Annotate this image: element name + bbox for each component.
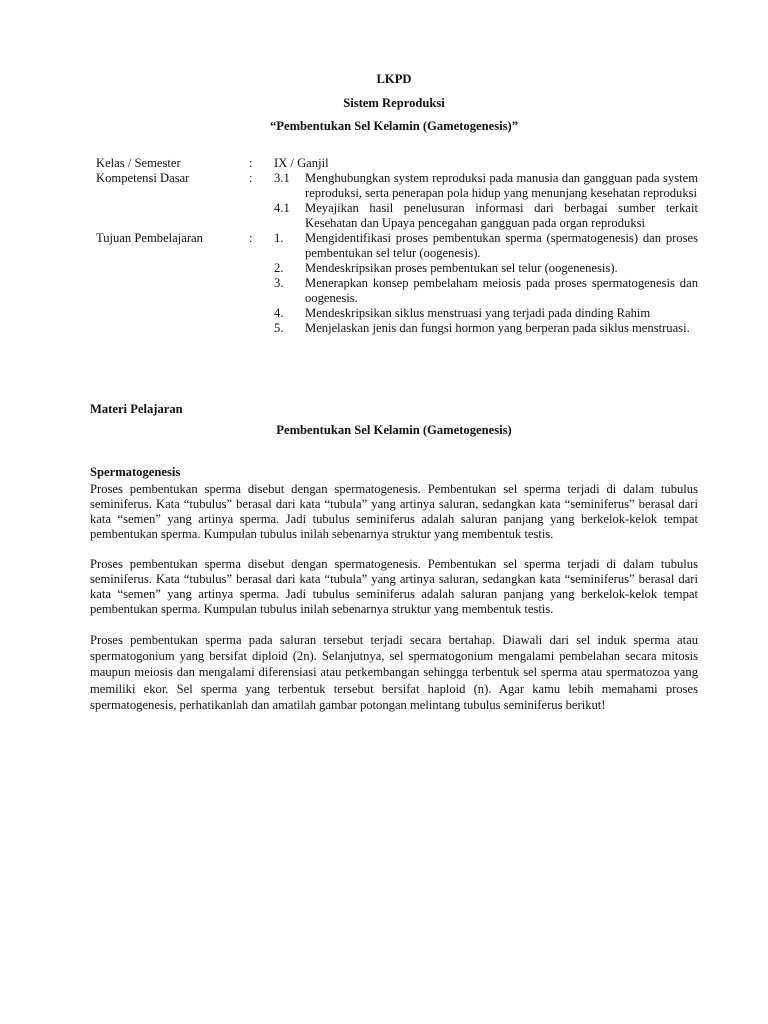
meta-label: Tujuan Pembelajaran (96, 231, 203, 245)
tujuan-list (274, 231, 698, 336)
list-item (274, 306, 698, 321)
materi-title: Pembentukan Sel Kelamin (Gametogenesis) (276, 423, 512, 437)
list-item (274, 321, 698, 336)
lesson-meta-table (96, 156, 698, 336)
document-topic: “Pembentukan Sel Kelamin (Gametogenesis)” (269, 119, 518, 133)
meta-colon: : (249, 171, 253, 185)
section-heading: Spermatogenesis (90, 465, 181, 479)
meta-colon: : (249, 156, 253, 170)
meta-row-kompetensi (96, 171, 698, 231)
list-item-text: Menjelaskan jenis dan fungsi hormon yang berperan pada siklus menstruasi. (305, 321, 690, 335)
list-item-number: 3.1 (274, 171, 290, 185)
paragraph: Proses pembentukan sperma disebut dengan spermatogenesis. Pembentukan sel sperma terjadi di dalam tubulus seminiferus. Kata “tubulus” berasal dari kata “tubula” yang artinya saluran, sedangkan kata “seminiferus” berasal dari kata “semen” yang artinya sperma. Jadi tubulus seminiferus adalah saluran panjang yang berkelok-kelok tempat pembentukan sperma. Kumpulan tubulus inilah sebenarnya struktur yang membentuk testis. (90, 557, 698, 616)
materi-heading: Materi Pelajaran (90, 402, 183, 416)
list-item (274, 231, 698, 261)
paragraph: Proses pembentukan sperma disebut dengan spermatogenesis. Pembentukan sel sperma terjadi di dalam tubulus seminiferus. Kata “tubulus” berasal dari kata “tubula” yang artinya saluran, sedangkan kata “seminiferus” berasal dari kata “semen” yang artinya sperma. Jadi tubulus seminiferus adalah saluran panjang yang berkelok-kelok tempat pembentukan sperma. Kumpulan tubulus inilah sebenarnya struktur yang membentuk testis. (90, 482, 698, 541)
kompetensi-list (274, 171, 698, 231)
meta-value: IX / Ganjil (274, 156, 329, 170)
document-subject: Sistem Reproduksi (343, 95, 445, 110)
materi-section (90, 402, 698, 713)
list-item-text: Mengidentifikasi proses pembentukan sperma (spermatogenesis) dan proses pembentukan sel telur (oogenesis). (305, 231, 698, 260)
list-item-number: 2. (274, 261, 284, 275)
list-item-number: 4.1 (274, 201, 290, 215)
meta-colon: : (249, 231, 253, 245)
document-title: LKPD (376, 72, 412, 86)
list-item (274, 276, 698, 306)
list-item (274, 171, 698, 201)
meta-label: Kelas / Semester (96, 156, 181, 170)
list-item-text: Menerapkan konsep pembelaham meiosis pada proses spermatogenesis dan oogenesis. (305, 276, 698, 305)
list-item-number: 3. (274, 276, 284, 290)
meta-row-tujuan (96, 231, 698, 336)
list-item-text: Mendeskripsikan proses pembentukan sel telur (oogenenesis). (305, 261, 618, 275)
list-item (274, 201, 698, 231)
list-item-number: 4. (274, 306, 284, 320)
list-item-text: Menghubungkan system reproduksi pada manusia dan gangguan pada system reproduksi, serta penerapan pola hidup yang menunjang kesehatan reproduksi (305, 171, 698, 200)
list-item-text: Mendeskripsikan siklus menstruasi yang terjadi pada dinding Rahim (305, 306, 651, 320)
list-item-text: Meyajikan hasil penelusuran informasi dari berbagai sumber terkait Kesehatan dan Upaya pencegahan gangguan pada organ reproduksi (305, 201, 698, 230)
meta-row-kelas (96, 156, 698, 171)
list-item (274, 261, 698, 276)
document-header (90, 72, 698, 143)
list-item-number: 1. (274, 231, 284, 245)
meta-label: Kompetensi Dasar (96, 171, 190, 185)
paragraph: Proses pembentukan sperma pada saluran tersebut terjadi secara bertahap. Diawali dari sel induk sperma atau spermatogonium yang bersifat diploid (2n). Selanjutnya, sel spermatogonium mengalami pembelahan secara mitosis maupun meiosis dan mengalami diferensiasi atau perkembangan sehingga terbentuk sel sperma atau spermatozoa yang memiliki ekor. Sel sperma yang terbentuk tersebut bersifat haploid (n). Agar kamu lebih memahami proses spermatogenesis, perhatikanlah dan amatilah gambar potongan melintang tubulus seminiferus berikut! (90, 633, 698, 712)
list-item-number: 5. (274, 321, 284, 335)
